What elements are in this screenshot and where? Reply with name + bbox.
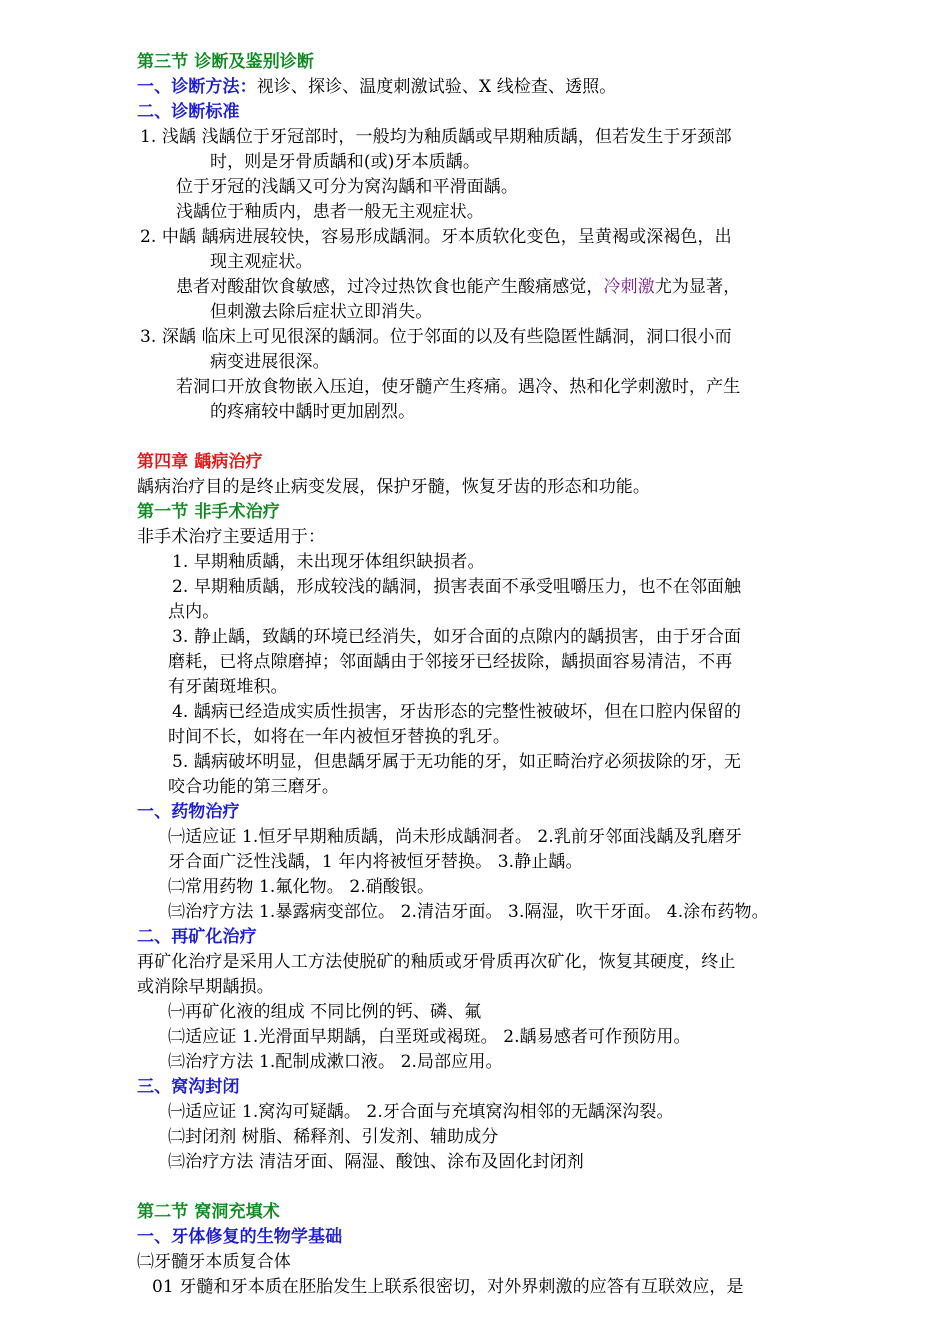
section-heading-cavity-filling: 第二节 窝洞充填术 <box>137 1202 280 1222</box>
subheading-remineralization: 二、再矿化治疗 <box>137 927 257 947</box>
paragraph-line: 位于牙冠的浅龋又可分为窝沟龋和平滑面龋。 <box>176 177 518 197</box>
list-item: 1. 早期釉质龋，未出现牙体组织缺损者。 <box>172 552 485 572</box>
paragraph-line: 但刺激去除后症状立即消失。 <box>210 302 433 322</box>
paragraph-line: 或消除早期龋损。 <box>137 977 274 997</box>
section-heading-diagnosis: 第三节 诊断及鉴别诊断 <box>137 52 315 72</box>
paragraph-line: 牙合面广泛性浅龋，1 年内将被恒牙替换。 3.静止龋。 <box>168 852 583 872</box>
paragraph-line: 时，则是牙骨质龋和(或)牙本质龋。 <box>210 152 480 172</box>
list-item: ㈠再矿化液的组成 不同比例的钙、磷、氟 <box>168 1002 482 1022</box>
list-item: ㈡封闭剂 树脂、稀释剂、引发剂、辅助成分 <box>168 1127 499 1147</box>
paragraph-line: 磨耗，已将点隙磨掉；邻面龋由于邻接牙已经拔除，龋损面容易清洁，不再 <box>168 652 733 672</box>
paragraph-line: 浅龋位于釉质内，患者一般无主观症状。 <box>176 202 484 222</box>
list-item: ㈠适应证 1.窝沟可疑龋。 2.牙合面与充填窝沟相邻的无龋深沟裂。 <box>168 1102 674 1122</box>
list-item: 2. 早期釉质龋，形成较浅的龋洞，损害表面不承受咀嚼压力，也不在邻面触 <box>172 577 742 597</box>
subheading-biological-basis: 一、牙体修复的生物学基础 <box>137 1227 343 1247</box>
paragraph-line: 再矿化治疗是采用人工方法使脱矿的釉质或牙骨质再次矿化，恢复其硬度，终止 <box>137 952 736 972</box>
section-heading-nonsurgical: 第一节 非手术治疗 <box>137 502 280 522</box>
paragraph-line: 点内。 <box>168 602 220 622</box>
list-item: 3. 静止龋，致龋的环境已经消失，如牙合面的点隙内的龋损害，由于牙合面 <box>172 627 742 647</box>
paragraph-line: 1. 浅龋 浅龋位于牙冠部时，一般均为釉质龋或早期釉质龋，但若发生于牙颈部 <box>140 127 732 147</box>
subheading-drug-therapy: 一、药物治疗 <box>137 802 240 822</box>
paragraph-line: 01 牙髓和牙本质在胚胎发生上联系很密切，对外界刺激的应答有互联效应，是 <box>152 1277 744 1297</box>
chapter-heading: 第四章 龋病治疗 <box>137 452 263 472</box>
subheading-fissure-sealing: 三、窝沟封闭 <box>137 1077 240 1097</box>
paragraph-line: 现主观症状。 <box>210 252 313 272</box>
paragraph-line <box>176 275 740 299</box>
paragraph-line: 3. 深龋 临床上可见很深的龋洞。位于邻面的以及有些隐匿性龋洞，洞口很小而 <box>140 327 732 347</box>
paragraph-line: 时间不长，如将在一年内被恒牙替换的乳牙。 <box>168 727 510 747</box>
highlighted-term: 冷刺激 <box>603 277 655 297</box>
list-item: ㈠适应证 1.恒牙早期釉质龋，尚未形成龋洞者。 2.乳前牙邻面浅龋及乳磨牙 <box>168 827 742 847</box>
diagnosis-methods-line <box>137 75 616 99</box>
diagnosis-methods-text: 视诊、探诊、温度刺激试验、X 线检查、透照。 <box>256 77 617 97</box>
list-item: ㈡常用药物 1.氟化物。 2.硝酸银。 <box>168 877 435 897</box>
list-item: ㈢治疗方法 清洁牙面、隔湿、酸蚀、涂布及固化封闭剂 <box>168 1152 584 1172</box>
list-item: 5. 龋病破坏明显，但患龋牙属于无功能的牙，如正畸治疗必须拔除的牙，无 <box>172 752 742 772</box>
paragraph-line: 病变进展很深。 <box>210 352 330 372</box>
line-segment: 尤为显著， <box>654 277 741 297</box>
paragraph-line: 咬合功能的第三磨牙。 <box>168 777 339 797</box>
subheading-diagnosis-criteria: 二、诊断标准 <box>137 102 240 122</box>
diagnosis-methods-label: 一、诊断方法： <box>137 77 257 97</box>
list-item: 4. 龋病已经造成实质性损害，牙齿形态的完整性被破坏，但在口腔内保留的 <box>172 702 742 722</box>
list-item: ㈡牙髓牙本质复合体 <box>137 1252 291 1272</box>
paragraph-line: 若洞口开放食物嵌入压迫，使牙髓产生疼痛。遇冷、热和化学刺激时，产生 <box>176 377 741 397</box>
paragraph-line: 的疼痛较中龋时更加剧烈。 <box>210 402 416 422</box>
paragraph-line: 龋病治疗目的是终止病变发展，保护牙髓，恢复牙齿的形态和功能。 <box>137 477 650 497</box>
line-segment: 患者对酸甜饮食敏感，过冷过热饮食也能产生酸痛感觉， <box>176 277 604 297</box>
list-item: ㈢治疗方法 1.配制成漱口液。 2.局部应用。 <box>168 1052 503 1072</box>
list-item: ㈢治疗方法 1.暴露病变部位。 2.清洁牙面。 3.隔湿，吹干牙面。 4.涂布药物。 <box>168 902 769 922</box>
list-item: ㈡适应证 1.光滑面早期龋，白垩斑或褐斑。 2.龋易感者可作预防用。 <box>168 1027 691 1047</box>
paragraph-line: 2. 中龋 龋病进展较快，容易形成龋洞。牙本质软化变色，呈黄褐或深褐色，出 <box>140 227 732 247</box>
paragraph-line: 有牙菌斑堆积。 <box>168 677 288 697</box>
paragraph-line: 非手术治疗主要适用于： <box>137 527 326 547</box>
